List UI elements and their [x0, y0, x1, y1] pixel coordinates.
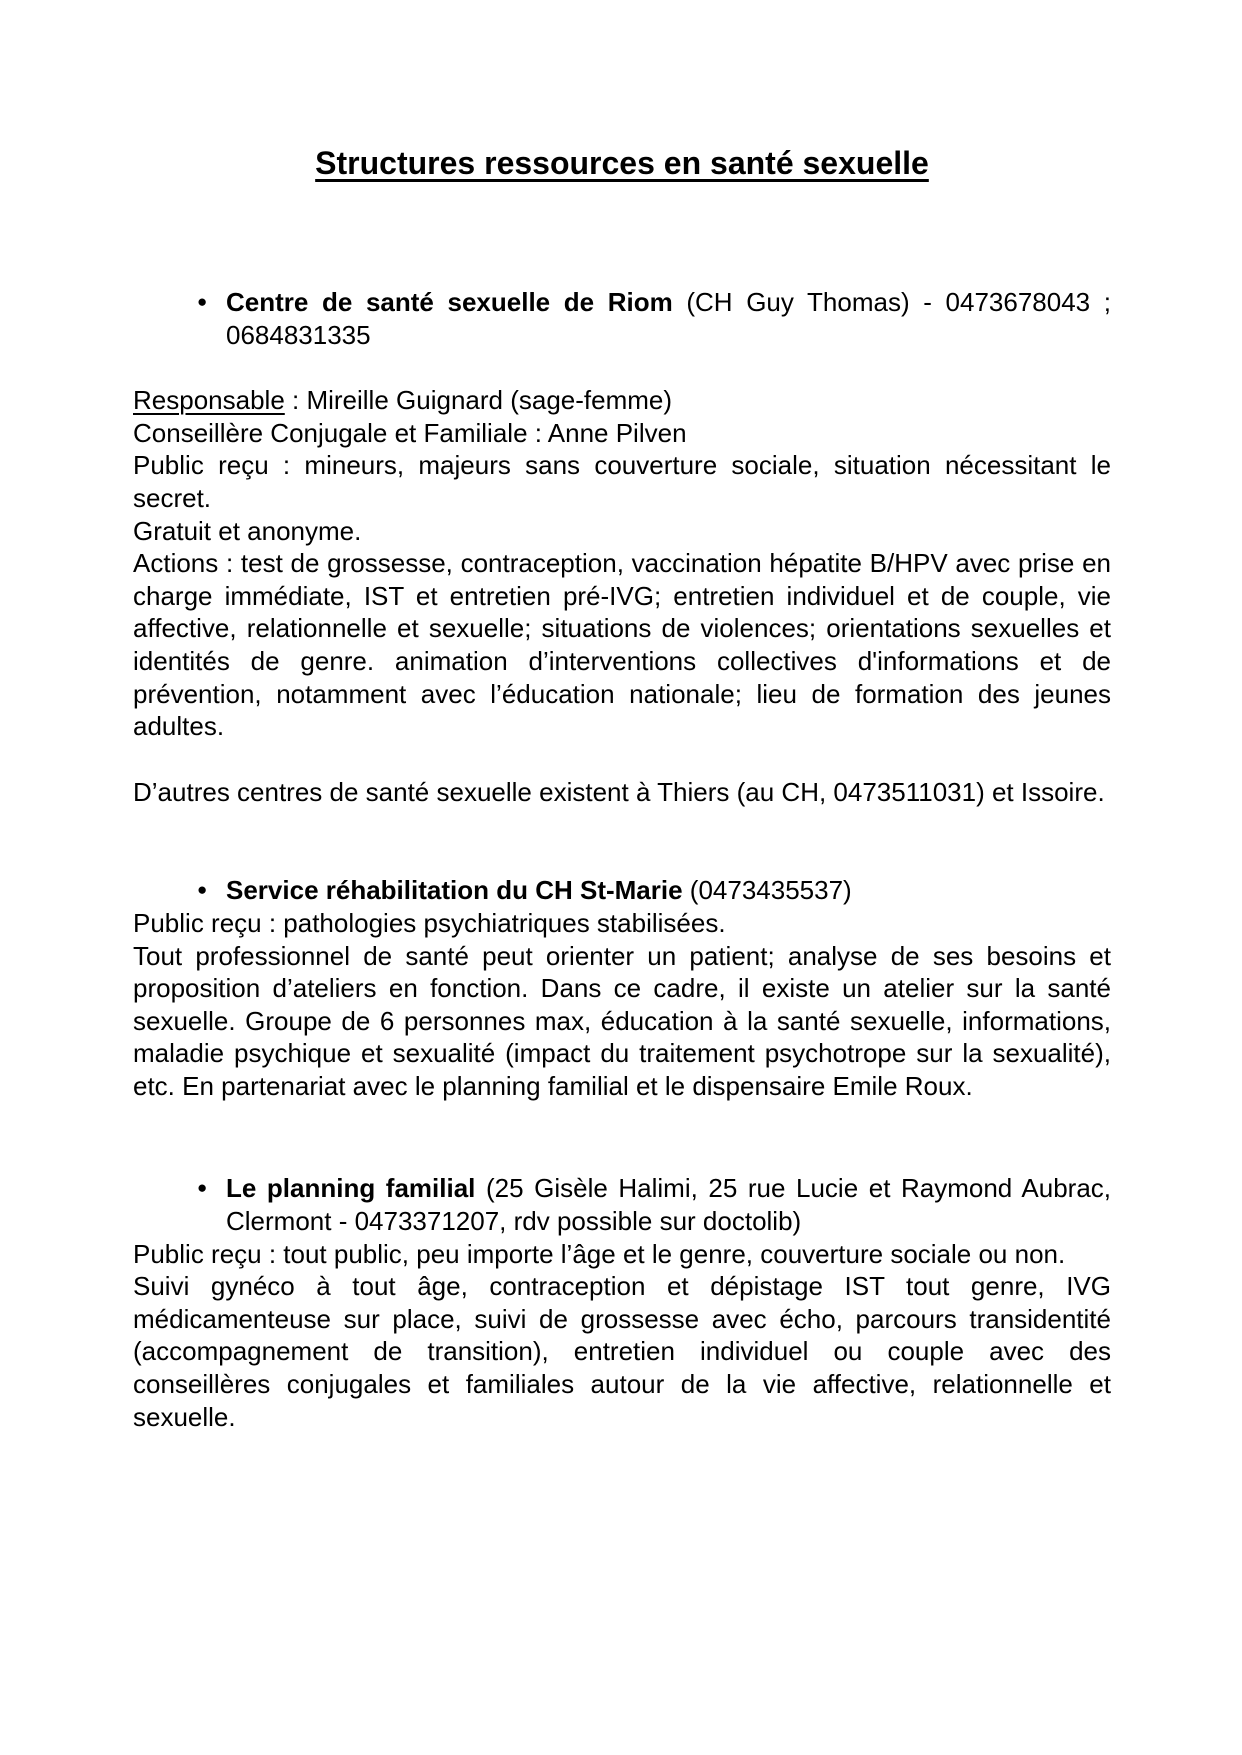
centre-riom-heading [226, 286, 1111, 351]
bullet-icon: ● [197, 1178, 208, 1198]
responsable-value: : Mireille Guignard (sage-femme) [284, 385, 673, 416]
st-marie-phone: (0473435537) [682, 875, 852, 906]
public-recu-planning: Public reçu : tout public, peu importe l’âge et le genre, couverture sociale ou non. [133, 1238, 1066, 1269]
centre-riom-name: Centre de santé sexuelle de Riom [226, 287, 673, 317]
bullet-icon: ● [197, 292, 208, 311]
st-marie-details: Tout professionnel de santé peut orienter un patient; analyse de ses besoins et proposition d’ateliers en fonction. Dans ce cadre, il existe un atelier sur la santé sexuelle. Groupe de 6 personnes max, éducation à la santé sexuelle, informations, maladie psychique et sexualité (impact du traitement psychotrope sur la sexualité), etc. En partenariat avec le planning familial et le dispensaire Emile Roux. [133, 940, 1111, 1101]
st-marie-heading [226, 874, 1111, 907]
actions-paragraph: Actions : test de grossesse, contraception, vaccination hépatite B/HPV avec prise en charge immédiate, IST et entretien pré-IVG; entretien individuel et de couple, vie affective, relationnelle et sexuelle; situations de violences; orientations sexuelles et identités de genre. animation d’interventions collectives d'informations et de prévention, notamment avec l’éducation nationale; lieu de formation des jeunes adultes. [133, 548, 1111, 742]
planning-name: Le planning familial [226, 1173, 476, 1204]
st-marie-name: Service réhabilitation du CH St-Marie [226, 875, 683, 906]
bullet-icon: ● [197, 880, 208, 900]
page-title: Structures ressources en santé sexuelle [315, 145, 929, 181]
responsable-line [133, 384, 1111, 417]
gratuit-line: Gratuit et anonyme. [133, 515, 362, 546]
list-item-centre-riom [133, 286, 1111, 351]
list-item-st-marie [133, 874, 1111, 907]
public-recu-st-marie: Public reçu : pathologies psychiatriques stabilisées. [133, 907, 726, 938]
planning-details: Suivi gynéco à tout âge, contraception et dépistage IST tout genre, IVG médicamenteuse sur place, suivi de grossesse avec écho, parcours transidentité (accompagnement de transition), entretien individuel ou couple avec des conseillères conjugales et familiales autour de la vie affective, relationnelle et sexuelle. [133, 1271, 1111, 1432]
planning-address: (25 Gisèle Halimi, 25 rue Lucie et Raymond Aubrac, Clermont - 0473371207, rdv possible sur doctolib) [226, 1173, 1111, 1237]
conseillere-line: Conseillère Conjugale et Familiale : Anne Pilven [133, 417, 687, 448]
responsable-label: Responsable [133, 385, 285, 416]
centre-riom-contact: (CH Guy Thomas) - 0473678043 ; 0684831335 [226, 287, 1111, 350]
list-item-planning-familial [133, 1172, 1111, 1237]
autres-centres-note: D’autres centres de santé sexuelle existent à Thiers (au CH, 0473511031) et Issoire. [133, 776, 1105, 807]
public-recu-riom: Public reçu : mineurs, majeurs sans couverture sociale, situation nécessitant le secret. [133, 450, 1111, 513]
planning-heading [226, 1172, 1111, 1237]
